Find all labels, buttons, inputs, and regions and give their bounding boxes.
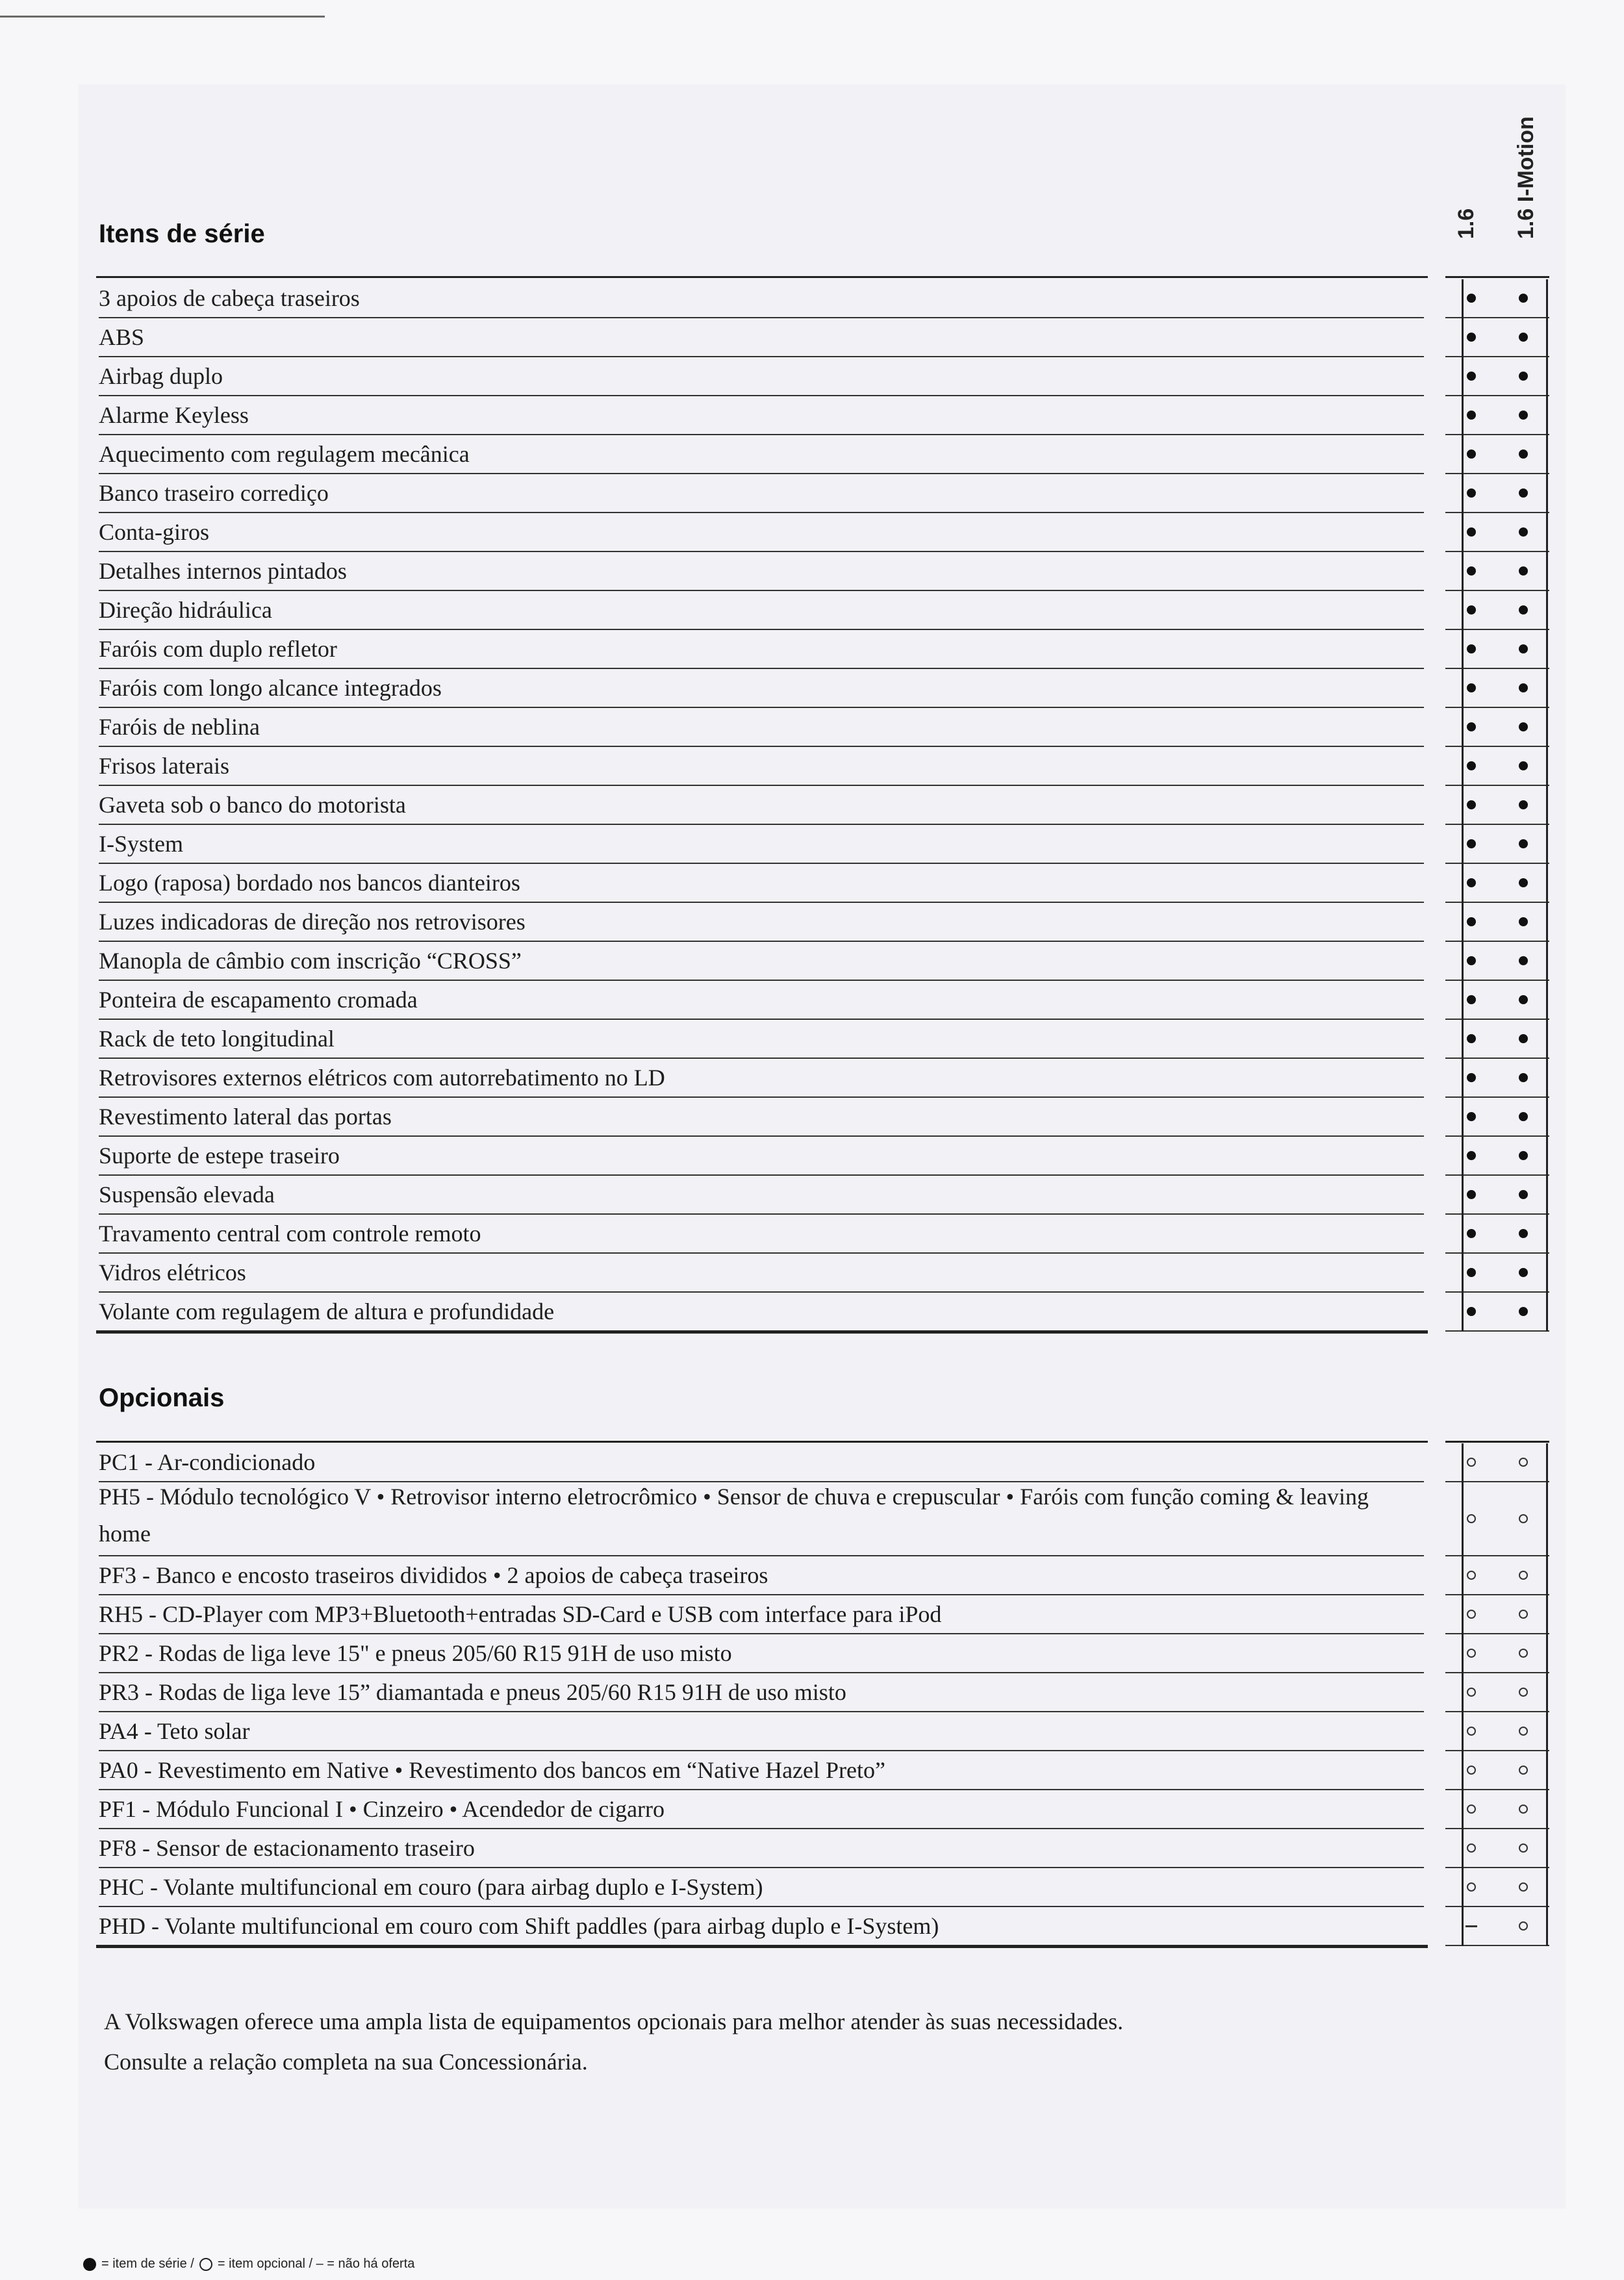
- legend-optional-text: = item opcional / – = não há oferta: [217, 2257, 415, 2271]
- optional-circle-icon: [1467, 1514, 1476, 1523]
- standard-item-row: [99, 981, 1424, 1020]
- standard-dot-icon: [1467, 1229, 1476, 1238]
- availability-cell: [1445, 1907, 1497, 1946]
- availability-cell: [1497, 1712, 1549, 1751]
- availability-cell: [1497, 1443, 1549, 1482]
- standard-item-row: [99, 435, 1424, 474]
- availability-cell: [1445, 1215, 1497, 1254]
- availability-cell: [1445, 1020, 1497, 1059]
- optional-circle-icon: [1519, 1843, 1528, 1853]
- standard-item-row: [99, 864, 1424, 903]
- optional-circle-icon: [1467, 1727, 1476, 1736]
- availability-cell: [1497, 1059, 1549, 1098]
- availability-cell: [1497, 1751, 1549, 1790]
- availability-cell: [1497, 1634, 1549, 1673]
- standard-item-row: [99, 747, 1424, 786]
- standard-top-rule: [96, 276, 1428, 278]
- availability-cell: [1445, 1634, 1497, 1673]
- marks-column-divider: [1546, 279, 1548, 1332]
- standard-item-label: Revestimento lateral das portas: [99, 1104, 392, 1130]
- optional-circle-icon: [1519, 1610, 1528, 1619]
- availability-cell: [1497, 1907, 1549, 1946]
- optional-circle-icon: [1519, 1688, 1528, 1697]
- optional-item-label: PF1 - Módulo Funcional I • Cinzeiro • Acendedor de cigarro: [99, 1796, 665, 1822]
- standard-item-label: Detalhes internos pintados: [99, 558, 347, 584]
- standard-dot-icon: [1519, 1034, 1528, 1043]
- optional-circle-icon: [1519, 1649, 1528, 1658]
- standard-dot-icon: [1519, 527, 1528, 537]
- standard-dot-icon: [1467, 1112, 1476, 1121]
- availability-cell: [1445, 786, 1497, 825]
- column-header-1-6: 1.6: [1454, 208, 1478, 239]
- availability-cell: [1497, 864, 1549, 903]
- optional-circle-icon: [1519, 1805, 1528, 1814]
- availability-cell: [1445, 1868, 1497, 1907]
- optional-circle-icon: [1467, 1766, 1476, 1775]
- standard-dot-icon: [1467, 527, 1476, 537]
- optional-item-label: PH5 - Módulo tecnológico V • Retrovisor interno eletrocrômico • Sensor de chuva e crepuscular • Faróis com função coming & leaving home: [99, 1484, 1369, 1547]
- optional-circle-icon: [1467, 1610, 1476, 1619]
- availability-cell: [1497, 669, 1549, 708]
- standard-item-label: Faróis com longo alcance integrados: [99, 675, 442, 701]
- availability-cell: [1445, 669, 1497, 708]
- standard-item-bottom-rule: [96, 1330, 1428, 1334]
- optional-top-rule: [96, 1441, 1428, 1443]
- legend-serie-text: = item de série /: [101, 2257, 194, 2271]
- standard-item-row: [99, 474, 1424, 513]
- availability-cell: [1445, 435, 1497, 474]
- availability-cell: [1445, 1595, 1497, 1634]
- standard-item-label: Logo (raposa) bordado nos bancos dianteiros: [99, 870, 520, 896]
- standard-dot-icon: [1519, 450, 1528, 459]
- marks-column-divider: [1546, 1443, 1548, 1946]
- standard-item-row: [99, 357, 1424, 396]
- optional-circle-icon: [1519, 1514, 1528, 1523]
- standard-dot-icon: [1467, 294, 1476, 303]
- availability-cell: [1445, 1293, 1497, 1332]
- standard-item-row: [99, 513, 1424, 552]
- availability-cell: [1497, 1137, 1549, 1176]
- standard-dot-icon: [1467, 1268, 1476, 1277]
- standard-dot-icon: [1519, 839, 1528, 848]
- standard-item-label: Vidros elétricos: [99, 1260, 246, 1286]
- availability-cell: [1445, 591, 1497, 630]
- availability-cell: [1445, 708, 1497, 747]
- availability-cell: [1445, 1673, 1497, 1712]
- standard-dot-icon: [1467, 488, 1476, 498]
- footnote-line-1: A Volkswagen oferece uma ampla lista de equipamentos opcionais para melhor atender às suas necessidades.: [104, 2008, 1124, 2034]
- standard-item-label: 3 apoios de cabeça traseiros: [99, 285, 360, 311]
- optional-item-label: PA0 - Revestimento em Native • Revestimento dos bancos em “Native Hazel Preto”: [99, 1757, 885, 1783]
- standard-dot-icon: [1519, 1268, 1528, 1277]
- availability-cell: [1497, 396, 1549, 435]
- standard-dot-icon: [1519, 1190, 1528, 1199]
- availability-cell: [1497, 1829, 1549, 1868]
- standard-item-label: Travamento central com controle remoto: [99, 1221, 481, 1247]
- optional-circle-icon: [1467, 1882, 1476, 1892]
- availability-cell: [1445, 981, 1497, 1020]
- optional-item-row: [99, 1712, 1424, 1751]
- standard-item-row: [99, 1254, 1424, 1293]
- optional-item-label: RH5 - CD-Player com MP3+Bluetooth+entradas SD-Card e USB com interface para iPod: [99, 1601, 942, 1627]
- availability-cell: [1445, 1098, 1497, 1137]
- standard-dot-icon: [1519, 956, 1528, 965]
- standard-item-row: [99, 942, 1424, 981]
- standard-dot-icon: [1467, 411, 1476, 420]
- availability-cell: [1497, 1254, 1549, 1293]
- standard-item-row: [99, 552, 1424, 591]
- standard-dot-icon: [1519, 995, 1528, 1004]
- footnote-line-2: Consulte a relação completa na sua Concessionária.: [104, 2049, 588, 2075]
- availability-cell: [1445, 396, 1497, 435]
- availability-cell: [1445, 1556, 1497, 1595]
- standard-dot-icon: [1467, 1034, 1476, 1043]
- availability-cell: [1497, 1098, 1549, 1137]
- optional-circle-icon: [1467, 1688, 1476, 1697]
- availability-cell: [1445, 630, 1497, 669]
- optional-circle-icon: [1519, 1921, 1528, 1931]
- availability-cell: [1445, 1712, 1497, 1751]
- standard-dot-icon: [1519, 917, 1528, 926]
- standard-item-row: [99, 1098, 1424, 1137]
- availability-cell: [1497, 825, 1549, 864]
- standard-item-label: Suspensão elevada: [99, 1182, 275, 1208]
- marks-column-divider: [1462, 1443, 1464, 1946]
- availability-cell: [1445, 513, 1497, 552]
- standard-dot-icon: [1467, 1190, 1476, 1199]
- availability-cell: [1497, 1176, 1549, 1215]
- optional-item-bottom-rule: [96, 1945, 1428, 1948]
- optional-item-label: PF8 - Sensor de estacionamento traseiro: [99, 1835, 475, 1861]
- standard-item-label: Manopla de câmbio com inscrição “CROSS”: [99, 948, 522, 974]
- availability-cell: [1497, 1790, 1549, 1829]
- optional-item-label: PA4 - Teto solar: [99, 1718, 250, 1744]
- availability-cell: [1445, 1443, 1497, 1482]
- availability-cell: [1497, 708, 1549, 747]
- availability-cell: [1445, 942, 1497, 981]
- standard-dot-icon: [1467, 372, 1476, 381]
- standard-item-row: [99, 1020, 1424, 1059]
- standard-dot-icon: [1467, 450, 1476, 459]
- optional-circle-icon: [1467, 1805, 1476, 1814]
- optional-item-row: [99, 1556, 1424, 1595]
- availability-cell: [1445, 357, 1497, 396]
- standard-item-label: Ponteira de escapamento cromada: [99, 987, 418, 1013]
- legend: [83, 2257, 414, 2272]
- availability-cell: [1497, 1556, 1549, 1595]
- availability-cell: [1497, 786, 1549, 825]
- legend-dot-icon: [83, 2258, 96, 2271]
- standard-item-label: Airbag duplo: [99, 363, 223, 389]
- standard-dot-icon: [1467, 761, 1476, 770]
- availability-cell: [1497, 630, 1549, 669]
- optional-item-row: [99, 1907, 1424, 1946]
- availability-cell: [1445, 864, 1497, 903]
- optional-circle-icon: [1519, 1458, 1528, 1467]
- optional-item-row: [99, 1443, 1424, 1482]
- standard-dot-icon: [1519, 488, 1528, 498]
- optional-circle-icon: [1467, 1571, 1476, 1580]
- standard-dot-icon: [1519, 294, 1528, 303]
- scan-edge-mark: [0, 16, 325, 18]
- availability-cell: [1445, 1254, 1497, 1293]
- availability-cell: [1497, 552, 1549, 591]
- availability-cell: [1497, 435, 1549, 474]
- standard-dot-icon: [1467, 644, 1476, 653]
- standard-item-row: [99, 591, 1424, 630]
- availability-cell: [1497, 318, 1549, 357]
- standard-dot-icon: [1519, 1307, 1528, 1316]
- standard-item-row: [99, 1059, 1424, 1098]
- standard-item-label: Retrovisores externos elétricos com autorrebatimento no LD: [99, 1065, 665, 1091]
- legend-circle-icon: [199, 2258, 212, 2271]
- standard-dot-icon: [1519, 722, 1528, 731]
- standard-dot-icon: [1519, 644, 1528, 653]
- availability-cell: [1497, 1020, 1549, 1059]
- availability-cell: [1445, 903, 1497, 942]
- availability-cell: [1497, 474, 1549, 513]
- standard-dot-icon: [1467, 566, 1476, 576]
- optional-circle-icon: [1467, 1649, 1476, 1658]
- availability-cell: [1497, 1293, 1549, 1332]
- optional-item-row: [99, 1829, 1424, 1868]
- standard-dot-icon: [1519, 761, 1528, 770]
- availability-cell: [1497, 1673, 1549, 1712]
- availability-cell: [1497, 942, 1549, 981]
- availability-cell: [1497, 1868, 1549, 1907]
- standard-item-row: [99, 1176, 1424, 1215]
- optional-item-row: [99, 1790, 1424, 1829]
- standard-dot-icon: [1467, 956, 1476, 965]
- standard-dot-icon: [1467, 995, 1476, 1004]
- optional-item-label: PF3 - Banco e encosto traseiros divididos • 2 apoios de cabeça traseiros: [99, 1562, 768, 1588]
- standard-dot-icon: [1467, 917, 1476, 926]
- standard-item-row: [99, 1293, 1424, 1332]
- optional-circle-icon: [1467, 1458, 1476, 1467]
- standard-dot-icon: [1519, 878, 1528, 887]
- standard-dot-icon: [1467, 722, 1476, 731]
- standard-item-label: Banco traseiro corrediço: [99, 480, 329, 506]
- availability-cell: [1445, 825, 1497, 864]
- standard-item-label: Alarme Keyless: [99, 402, 249, 428]
- standard-dot-icon: [1467, 1073, 1476, 1082]
- optional-item-row: [99, 1634, 1424, 1673]
- standard-item-label: Faróis com duplo refletor: [99, 636, 337, 662]
- availability-cell: [1445, 318, 1497, 357]
- availability-cell: [1497, 981, 1549, 1020]
- availability-cell: [1497, 1595, 1549, 1634]
- standard-item-row: [99, 318, 1424, 357]
- optional-circle-icon: [1519, 1766, 1528, 1775]
- optional-circle-icon: [1467, 1843, 1476, 1853]
- standard-dot-icon: [1467, 683, 1476, 692]
- optional-item-label: PC1 - Ar-condicionado: [99, 1449, 316, 1475]
- standard-item-label: Suporte de estepe traseiro: [99, 1143, 340, 1169]
- standard-dot-icon: [1519, 683, 1528, 692]
- availability-cell: [1445, 1482, 1497, 1556]
- standard-dot-icon: [1519, 1112, 1528, 1121]
- standard-dot-icon: [1467, 839, 1476, 848]
- availability-cell: [1497, 279, 1549, 318]
- standard-item-label: ABS: [99, 324, 145, 350]
- availability-cell: [1445, 1059, 1497, 1098]
- standard-item-label: Luzes indicadoras de direção nos retrovisores: [99, 909, 526, 935]
- optional-item-label: PR2 - Rodas de liga leve 15" e pneus 205/60 R15 91H de uso misto: [99, 1640, 732, 1666]
- marks-column-divider: [1462, 279, 1464, 1332]
- standard-dot-icon: [1467, 878, 1476, 887]
- standard-items-title: Itens de série: [99, 220, 265, 248]
- availability-cell: [1497, 747, 1549, 786]
- standard-item-label: Aquecimento com regulagem mecânica: [99, 441, 470, 467]
- standard-item-label: Rack de teto longitudinal: [99, 1026, 335, 1052]
- availability-cell: [1497, 357, 1549, 396]
- optional-items-title: Opcionais: [99, 1384, 225, 1412]
- standard-dot-icon: [1467, 800, 1476, 809]
- availability-cell: [1445, 279, 1497, 318]
- optional-item-row: [99, 1673, 1424, 1712]
- standard-item-row: [99, 630, 1424, 669]
- optional-circle-icon: [1519, 1882, 1528, 1892]
- standard-item-row: [99, 1215, 1424, 1254]
- standard-item-row: [99, 825, 1424, 864]
- standard-dot-icon: [1519, 333, 1528, 342]
- standard-dot-icon: [1467, 1151, 1476, 1160]
- standard-dot-icon: [1519, 1073, 1528, 1082]
- availability-cell: [1445, 747, 1497, 786]
- standard-dot-icon: [1519, 411, 1528, 420]
- availability-cell: [1497, 1482, 1549, 1556]
- standard-item-label: Faróis de neblina: [99, 714, 260, 740]
- standard-dot-icon: [1467, 1307, 1476, 1316]
- standard-dot-icon: [1519, 800, 1528, 809]
- standard-dot-icon: [1519, 605, 1528, 614]
- standard-dot-icon: [1519, 1229, 1528, 1238]
- standard-item-row: [99, 1137, 1424, 1176]
- standard-item-label: Direção hidráulica: [99, 597, 272, 623]
- standard-item-row: [99, 903, 1424, 942]
- not-offered-dash-icon: [1465, 1925, 1477, 1927]
- optional-circle-icon: [1519, 1571, 1528, 1580]
- optional-marks-top-rule: [1445, 1441, 1549, 1443]
- standard-dot-icon: [1519, 566, 1528, 576]
- optional-item-label: PHC - Volante multifuncional em couro (para airbag duplo e I-System): [99, 1874, 763, 1900]
- standard-item-row: [99, 669, 1424, 708]
- optional-item-row: [99, 1482, 1424, 1556]
- availability-cell: [1497, 591, 1549, 630]
- optional-item-row: [99, 1868, 1424, 1907]
- standard-item-label: I-System: [99, 831, 183, 857]
- availability-cell: [1445, 1751, 1497, 1790]
- availability-cell: [1445, 1829, 1497, 1868]
- availability-cell: [1497, 513, 1549, 552]
- availability-cell: [1497, 1215, 1549, 1254]
- availability-cell: [1497, 903, 1549, 942]
- standard-item-row: [99, 279, 1424, 318]
- standard-item-label: Gaveta sob o banco do motorista: [99, 792, 406, 818]
- optional-item-row: [99, 1595, 1424, 1634]
- standard-item-row: [99, 708, 1424, 747]
- availability-cell: [1445, 474, 1497, 513]
- standard-item-label: Conta-giros: [99, 519, 209, 545]
- standard-item-label: Volante com regulagem de altura e profundidade: [99, 1298, 555, 1324]
- optional-item-label: PHD - Volante multifuncional em couro com Shift paddles (para airbag duplo e I-System): [99, 1913, 939, 1939]
- standard-dot-icon: [1467, 605, 1476, 614]
- standard-dot-icon: [1519, 1151, 1528, 1160]
- standard-item-row: [99, 396, 1424, 435]
- availability-cell: [1445, 552, 1497, 591]
- optional-item-label: PR3 - Rodas de liga leve 15” diamantada e pneus 205/60 R15 91H de uso misto: [99, 1679, 846, 1705]
- standard-item-row: [99, 786, 1424, 825]
- optional-circle-icon: [1519, 1727, 1528, 1736]
- availability-cell: [1445, 1176, 1497, 1215]
- standard-dot-icon: [1467, 333, 1476, 342]
- optional-item-row: [99, 1751, 1424, 1790]
- column-header-1-6-i-motion: 1.6 I-Motion: [1514, 116, 1538, 239]
- standard-marks-top-rule: [1445, 276, 1549, 278]
- availability-cell: [1445, 1790, 1497, 1829]
- standard-dot-icon: [1519, 372, 1528, 381]
- standard-item-label: Frisos laterais: [99, 753, 229, 779]
- availability-cell: [1445, 1137, 1497, 1176]
